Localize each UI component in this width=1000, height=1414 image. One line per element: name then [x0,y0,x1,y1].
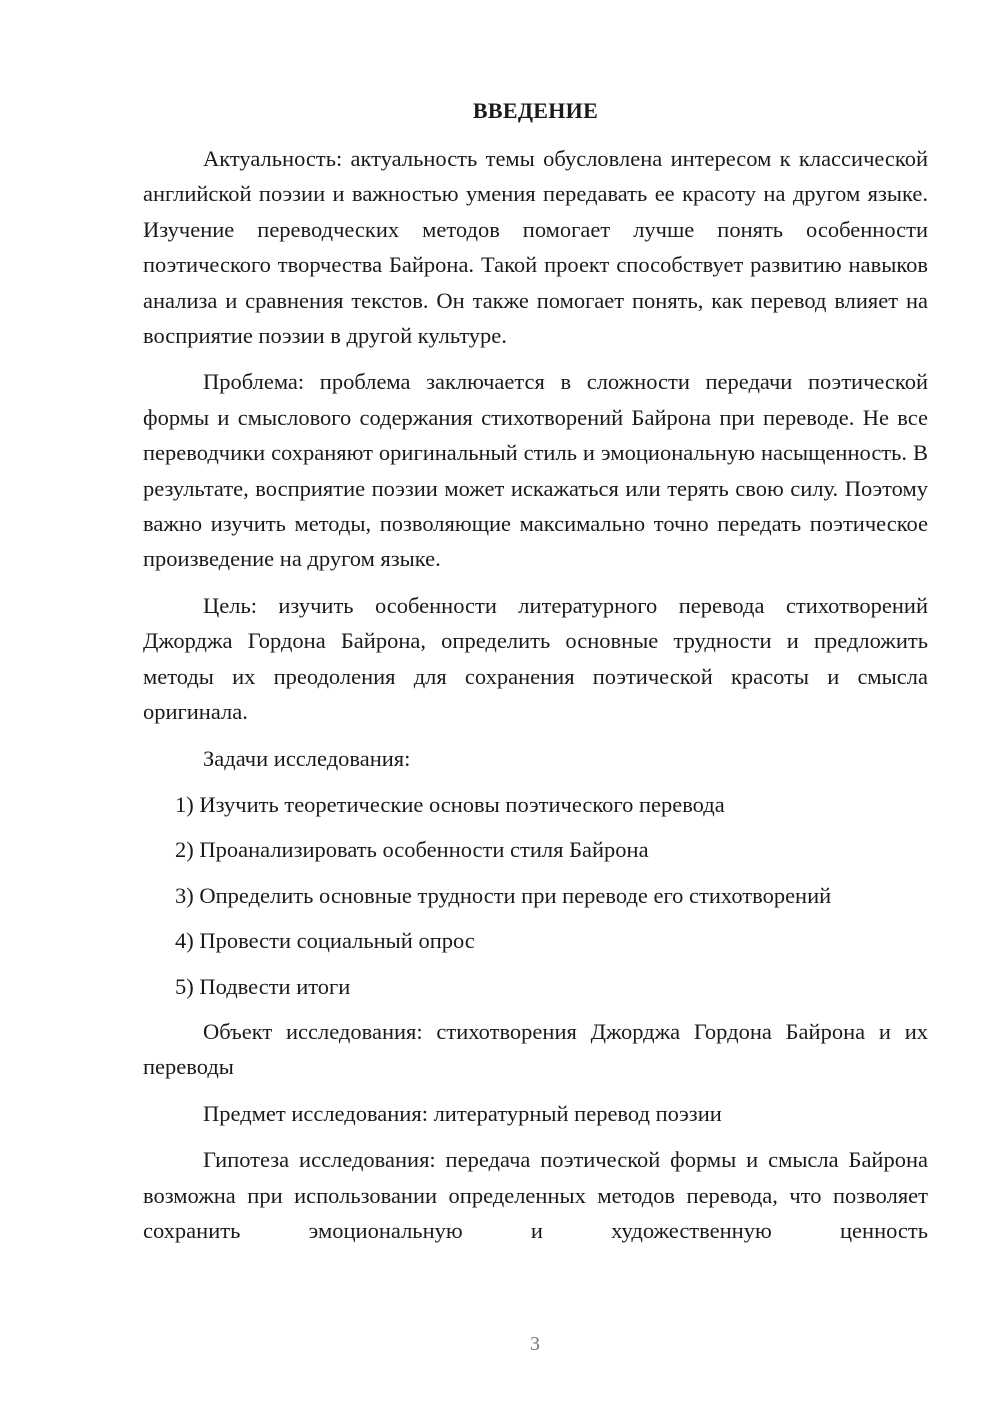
task-item-3: 3) Определить основные трудности при переводе его стихотворений [175,882,832,908]
object-paragraph: Объект исследования: стихотворения Джорджа Гордона Байрона и их переводы [143,1018,928,1080]
page-number: 3 [530,1333,540,1355]
task-item-1: 1) Изучить теоретические основы поэтического перевода [175,791,725,817]
tasks-heading: Задачи исследования: [203,745,411,771]
goal-paragraph: Цель: изучить особенности литературного перевода стихотворений Джорджа Гордона Байрона, определить основные трудности и предложить методы их преодоления для сохранения поэтической красоты и смысла оригинала. [143,592,928,725]
task-item-5: 5) Подвести итоги [175,973,351,999]
task-item-4: 4) Провести социальный опрос [175,928,475,954]
hypothesis-paragraph: Гипотеза исследования: передача поэтической формы и смысла Байрона возможна при использовании определенных методов перевода, что позволяет сохранить эмоциональную и художественную ценность [143,1147,928,1243]
task-item-2: 2) Проанализировать особенности стиля Байрона [175,837,649,863]
document-body [143,141,928,1259]
relevance-paragraph: Актуальность: актуальность темы обусловлена интересом к классической английской поэзии и важностью умения передавать ее красоту на другом языке. Изучение переводческих методов помогает лучше понять особенности поэтического творчества Байрона. Такой проект способствует развитию навыков анализа и сравнения текстов. Он также помогает понять, как перевод влияет на восприятие поэзии в другой культуре. [143,146,928,349]
page-title: ВВЕДЕНИЕ [472,98,599,123]
problem-paragraph: Проблема: проблема заключается в сложности передачи поэтической формы и смыслового содержания стихотворений Байрона при переводе. Не все переводчики сохраняют оригинальный стиль и эмоциональную насыщенность. В результате, восприятие поэзии может искажаться или терять свою силу. Поэтому важно изучить методы, позволяющие максимально точно передать поэтическое произведение на другом языке. [143,369,928,572]
subject-paragraph: Предмет исследования: литературный перевод поэзии [203,1100,722,1126]
